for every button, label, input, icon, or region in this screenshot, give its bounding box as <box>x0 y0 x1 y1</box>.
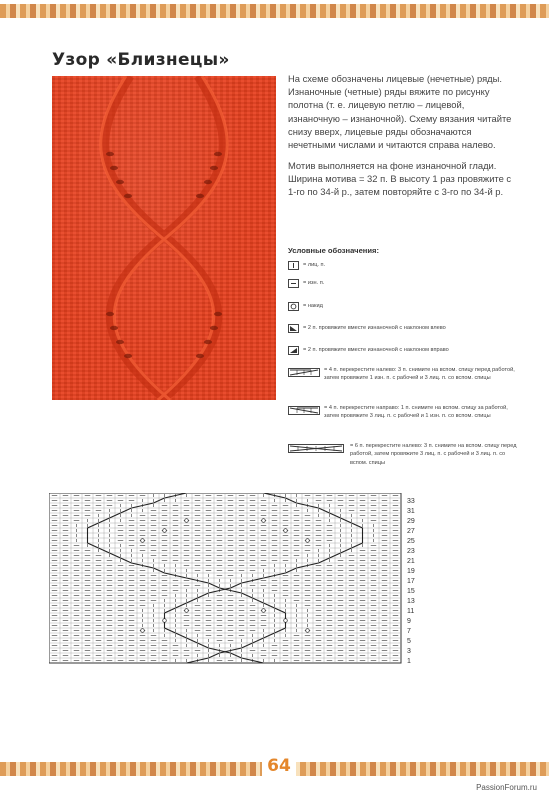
chart-row-label: 23 <box>407 548 415 555</box>
chart-yarn-over-mark <box>141 629 145 633</box>
instructions-paragraph-2: Мотив выполняется на фоне изнаночной глади. Ширина мотива = 32 п. В высоту 1 раз провяжите с 1-го по 34-й р., затем повторяйте с 3-го по 34-й р. <box>288 160 512 198</box>
page-number: 64 <box>262 756 296 776</box>
legend-text-purl: = изн. п. <box>303 280 325 286</box>
knitting-chart <box>49 493 429 673</box>
chart-yarn-over-mark <box>163 529 167 533</box>
chart-row-label: 3 <box>407 648 411 655</box>
chart-row-label: 33 <box>407 498 415 505</box>
chart-yarn-over-mark <box>262 519 266 523</box>
knit-swatch-photo <box>52 76 276 400</box>
instructions-paragraph-1: На схеме обозначены лицевые (нечетные) ряды. Изнаночные (четные) ряды вяжите по рисунку полотна (т. е. лицевую петлю – лицевой, изнаночную – изнаночной). Схему вязания читайте снизу вверх, лицевые ряды обозначаются нечетными числами и читаются справа налево. <box>288 73 512 151</box>
chart-row-label: 17 <box>407 578 415 585</box>
chart-yarn-over-mark <box>284 529 288 533</box>
purl-stitch-symbol-icon <box>288 279 299 288</box>
legend-text-cross-right-4: = 4 п. перекрестите направо: 1 п. снимите на вспом. спицу за работой, затем провяжите 3 лиц. п. с рабочей и 1 изн. п. со вспом. спицы <box>324 405 508 420</box>
decrease-left-symbol-icon <box>288 324 299 333</box>
chart-row-label: 29 <box>407 518 415 525</box>
chart-row-label: 15 <box>407 588 415 595</box>
chart-yarn-over-mark <box>284 619 288 623</box>
chart-row-labels <box>407 498 415 665</box>
chart-yarn-over-mark <box>185 519 189 523</box>
chart-row-label: 5 <box>407 638 411 645</box>
chart-row-label: 25 <box>407 538 415 545</box>
chart-row-label: 11 <box>407 608 415 615</box>
chart-row-label: 31 <box>407 508 415 515</box>
legend-text-knit: = лиц. п. <box>303 262 326 268</box>
chart-row-label: 19 <box>407 568 415 575</box>
yarn-over-symbol-icon <box>288 302 299 311</box>
chart-row-label: 9 <box>407 618 411 625</box>
legend-text-decrease-right: = 2 п. провяжите вместе изнаночной с наклоном вправо <box>303 347 449 353</box>
legend-title: Условные обозначения: <box>288 246 380 255</box>
cross-left-4-symbol-icon <box>288 368 320 377</box>
decrease-right-symbol-icon <box>288 346 299 355</box>
chart-yarn-over-mark <box>262 609 266 613</box>
watermark-text: PassionForum.ru <box>476 783 537 792</box>
chart-row-label: 1 <box>407 658 411 665</box>
legend-text-yarn-over: = накид <box>303 303 323 309</box>
pattern-title: Узор «Близнецы» <box>52 50 230 70</box>
legend-text-cross-left-4: = 4 п. перекрестите налево: 3 п. снимите на вспом. спицу перед работой, затем провяжите 1 изн. п. с рабочей и 3 лиц. п. со вспом. спицы <box>324 367 515 382</box>
cable-pattern-illustration <box>52 76 276 400</box>
chart-yarn-over-mark <box>141 539 145 543</box>
top-ornament-border <box>0 4 549 18</box>
chart-row-label: 21 <box>407 558 415 565</box>
cross-right-4-symbol-icon <box>288 406 320 415</box>
cross-left-6-symbol-icon <box>288 444 344 453</box>
chart-row-label: 7 <box>407 628 411 635</box>
chart-yarn-over-mark <box>163 619 167 623</box>
legend-text-decrease-left: = 2 п. провяжите вместе изнаночной с наклоном влево <box>303 325 446 331</box>
chart-yarn-over-mark <box>306 629 310 633</box>
chart-yarn-over-mark <box>306 539 310 543</box>
knit-stitch-symbol-icon <box>288 261 299 270</box>
chart-row-label: 13 <box>407 598 415 605</box>
chart-row-label: 27 <box>407 528 415 535</box>
chart-yarn-over-mark <box>185 609 189 613</box>
legend-text-cross-left-6: = 6 п. перекрестите налево: 3 п. снимите на вспом. спицу перед работой, затем провяжите 3 лиц. п. с рабочей и 3 лиц. п. со вспом. спицы <box>350 443 517 466</box>
